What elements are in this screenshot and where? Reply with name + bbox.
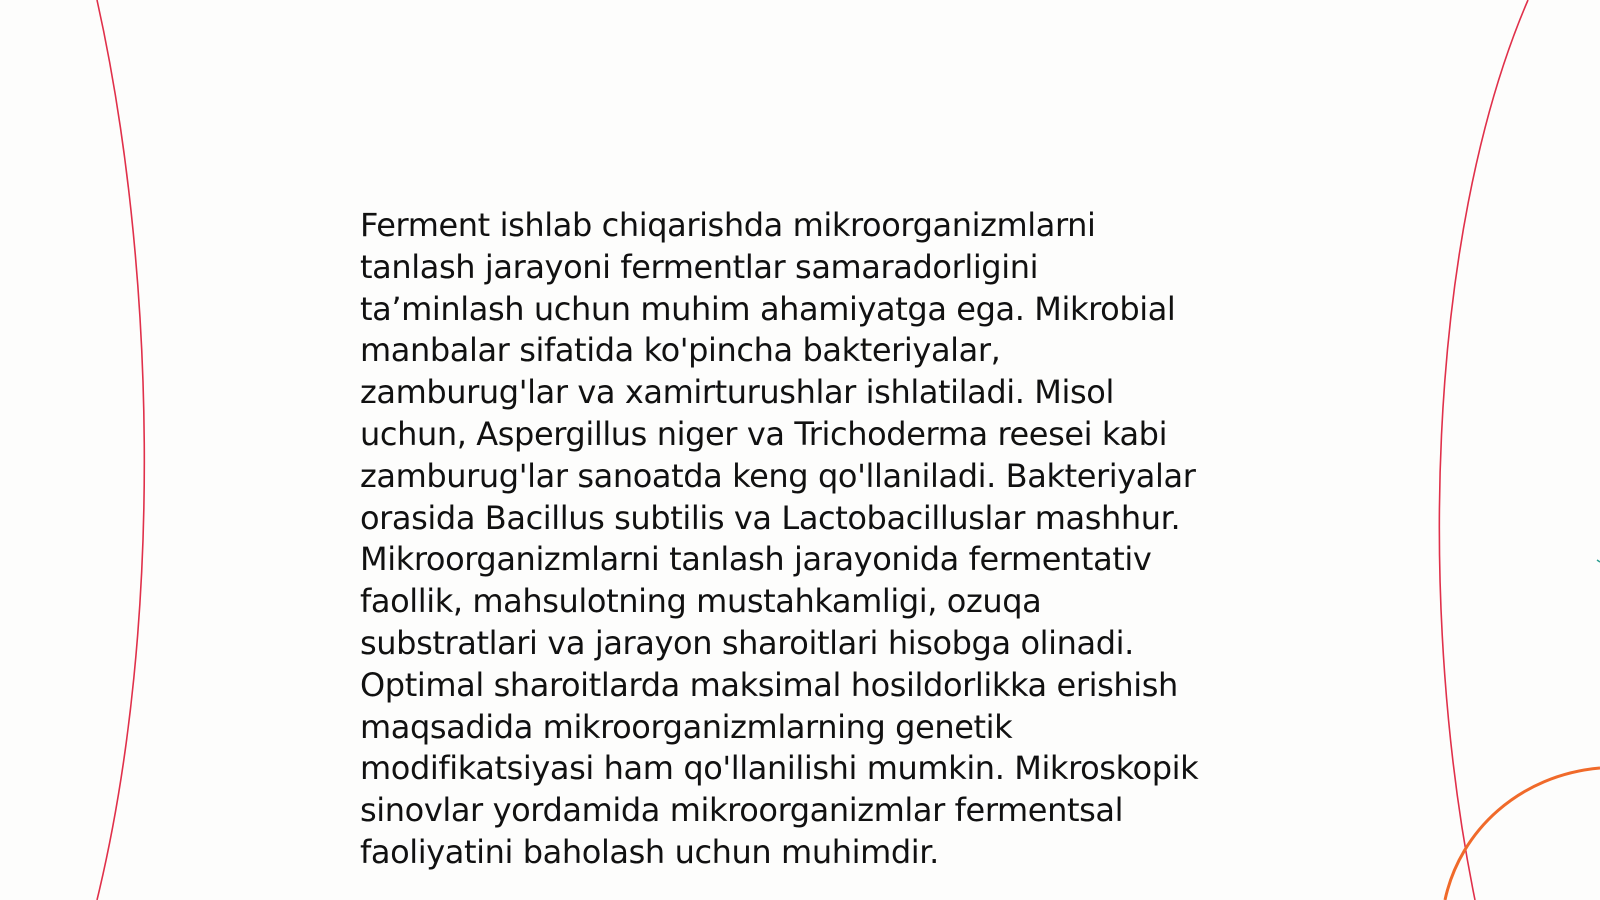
body-paragraph [360, 205, 1260, 874]
paragraph-line: faoliyatini baholash uchun muhimdir. [360, 832, 939, 871]
paragraph-line: faollik, mahsulotning mustahkamligi, ozuqa [360, 582, 1042, 621]
paragraph-line: modifikatsiyasi ham qo'llanilishi mumkin. Mikroskopik [360, 749, 1199, 788]
right-curve-line [1439, 0, 1528, 900]
paragraph-line: substratlari va jarayon sharoitlari hisobga olinadi. [360, 623, 1134, 662]
paragraph-line: Mikroorganizmlarni tanlash jarayonida fermentativ [360, 540, 1152, 579]
paragraph-line: Optimal sharoitlarda maksimal hosildorlikka erishish [360, 665, 1178, 704]
left-curve-line [97, 0, 144, 900]
paragraph-line: manbalar sifatida ko'pincha bakteriyalar, [360, 331, 1001, 370]
paragraph-line: sinovlar yordamida mikroorganizmlar fermentsal [360, 791, 1124, 830]
paragraph-line: zamburug'lar va xamirturushlar ishlatiladi. Misol [360, 373, 1114, 412]
paragraph-line: Ferment ishlab chiqarishda mikroorganizmlarni [360, 206, 1096, 244]
paragraph-line: orasida Bacillus subtilis va Lactobacilluslar mashhur. [360, 498, 1181, 537]
orange-arc [1445, 768, 1600, 900]
paragraph-line: tanlash jarayoni fermentlar samaradorligini [360, 247, 1039, 286]
paragraph-line: ta’minlash uchun muhim ahamiyatga ega. Mikrobial [360, 289, 1176, 328]
paragraph-line: zamburug'lar sanoatda keng qo'llaniladi. Bakteriyalar [360, 456, 1196, 495]
paragraph-line: maqsadida mikroorganizmlarning genetik [360, 707, 1013, 746]
paragraph-line: uchun, Aspergillus niger va Trichoderma reesei kabi [360, 414, 1168, 453]
